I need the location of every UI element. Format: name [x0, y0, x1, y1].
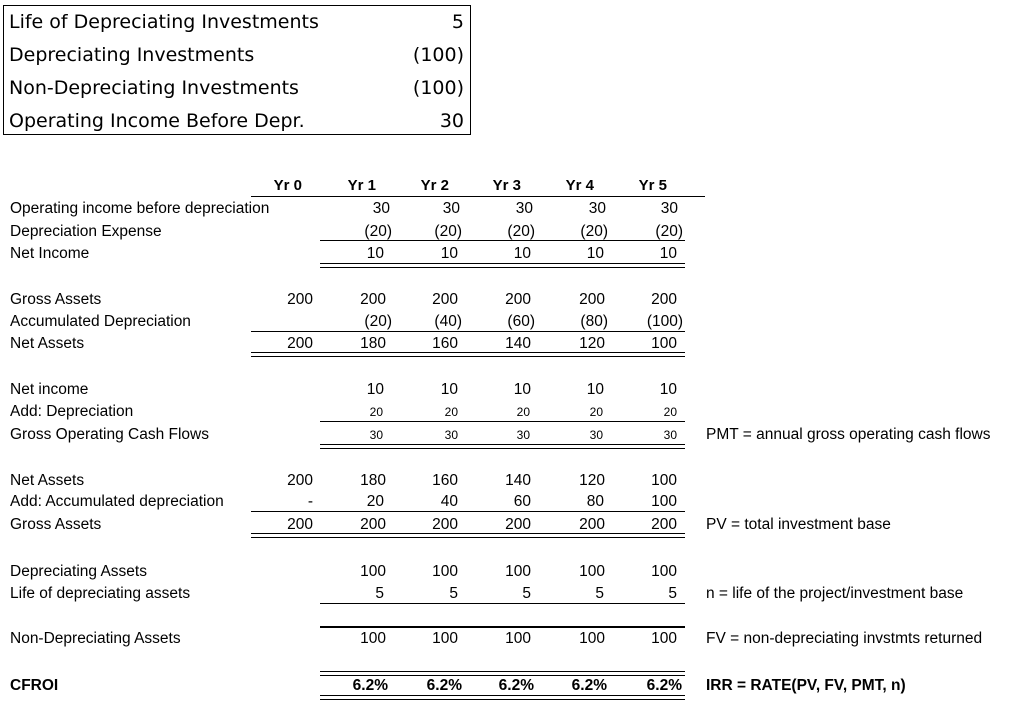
- table-cell: 200: [432, 291, 458, 308]
- table-cell: (20): [655, 223, 683, 240]
- table-cell: 100: [651, 630, 677, 647]
- assumption-label: Operating Income Before Depr.: [9, 110, 305, 132]
- table-cell: 100: [579, 630, 605, 647]
- table-cell: 5: [668, 585, 677, 602]
- table-cell: 100: [579, 563, 605, 580]
- table-cell: 100: [651, 493, 677, 510]
- table-cell: 60: [513, 493, 531, 510]
- assumptions-box: [3, 5, 471, 135]
- column-header: Yr 0: [273, 177, 302, 194]
- table-cell: 6.2%: [498, 677, 534, 694]
- table-cell: 160: [432, 472, 458, 489]
- row-label: Life of depreciating assets: [10, 585, 191, 602]
- total-double-rule: [320, 444, 685, 449]
- row-label: Gross Assets: [10, 291, 102, 308]
- table-cell: 10: [586, 381, 604, 398]
- table-cell: 200: [287, 291, 313, 308]
- table-cell: 200: [651, 516, 677, 533]
- row-label: Gross Assets: [10, 516, 102, 533]
- table-cell: 5: [375, 585, 384, 602]
- note-pv: PV = total investment base: [706, 516, 891, 533]
- total-double-rule: [320, 695, 685, 700]
- subtotal-rule: [320, 421, 685, 422]
- column-header: Yr 3: [492, 177, 521, 194]
- table-cell: 10: [440, 245, 458, 262]
- table-cell: 200: [651, 291, 677, 308]
- table-cell: 100: [651, 335, 677, 352]
- row-label: Net income: [10, 381, 89, 398]
- assumption-row-operating-income: [9, 107, 464, 135]
- table-cell: 200: [287, 516, 313, 533]
- assumption-label: Non-Depreciating Investments: [9, 77, 299, 99]
- table-cell: 20: [516, 405, 530, 419]
- table-cell: (20): [364, 313, 392, 330]
- table-cell: 6.2%: [646, 677, 682, 694]
- table-cell: 200: [432, 516, 458, 533]
- subtotal-rule: [320, 240, 685, 241]
- table-cell: (60): [507, 313, 535, 330]
- row-label: Accumulated Depreciation: [10, 313, 191, 330]
- assumption-value: (100): [412, 77, 464, 99]
- table-cell: 30: [589, 428, 603, 442]
- note-irr: IRR = RATE(PV, FV, PMT, n): [706, 677, 906, 694]
- table-cell: 30: [588, 200, 606, 217]
- assumption-label: Depreciating Investments: [9, 44, 255, 66]
- column-header: Yr 1: [347, 177, 376, 194]
- table-cell: 160: [432, 335, 458, 352]
- row-label: Gross Operating Cash Flows: [10, 426, 209, 443]
- table-cell: 140: [505, 472, 531, 489]
- row-label: Operating income before depreciation: [10, 200, 270, 217]
- table-cell: 10: [513, 245, 531, 262]
- table-cell: 200: [360, 516, 386, 533]
- table-cell: 10: [366, 245, 384, 262]
- table-cell: 200: [287, 335, 313, 352]
- table-cell: 200: [287, 472, 313, 489]
- total-double-rule: [251, 352, 685, 357]
- table-cell: 120: [579, 335, 605, 352]
- table-cell: 6.2%: [426, 677, 462, 694]
- table-cell: 6.2%: [352, 677, 388, 694]
- table-cell: (20): [507, 223, 535, 240]
- table-cell: 100: [651, 563, 677, 580]
- table-cell: 80: [586, 493, 604, 510]
- note-fv: FV = non-depreciating invstmts returned: [706, 630, 983, 647]
- table-cell: 20: [589, 405, 603, 419]
- table-cell: 30: [660, 200, 678, 217]
- table-cell: 100: [360, 563, 386, 580]
- table-cell: (20): [580, 223, 608, 240]
- table-cell: 180: [360, 472, 386, 489]
- table-cell: 100: [651, 472, 677, 489]
- column-header: Yr 2: [420, 177, 449, 194]
- table-cell: 5: [522, 585, 531, 602]
- table-cell: 30: [442, 200, 460, 217]
- table-cell: 180: [360, 335, 386, 352]
- table-cell: 100: [360, 630, 386, 647]
- table-cell: 5: [595, 585, 604, 602]
- assumption-value: (100): [412, 44, 464, 66]
- table-cell: (40): [434, 313, 462, 330]
- table-cell: 10: [659, 381, 677, 398]
- row-label: Net Assets: [10, 472, 85, 489]
- row-label: CFROI: [10, 677, 59, 694]
- table-cell: 20: [369, 405, 383, 419]
- column-header: Yr 4: [565, 177, 594, 194]
- table-cell: 5: [449, 585, 458, 602]
- row-label: Depreciating Assets: [10, 563, 147, 580]
- assumption-row-life: [9, 8, 464, 36]
- assumption-value: 5: [451, 11, 464, 33]
- subtotal-rule: [251, 511, 685, 512]
- table-cell: 10: [659, 245, 677, 262]
- row-label: Add: Accumulated depreciation: [10, 493, 224, 510]
- assumption-label: Life of Depreciating Investments: [9, 11, 319, 33]
- table-cell: 120: [579, 472, 605, 489]
- table-cell: 6.2%: [571, 677, 607, 694]
- column-header: Yr 5: [638, 177, 667, 194]
- table-cell: 20: [663, 405, 677, 419]
- table-cell: 30: [372, 200, 390, 217]
- table-cell: 30: [515, 200, 533, 217]
- table-cell: 10: [440, 381, 458, 398]
- note-pmt: PMT = annual gross operating cash flows: [706, 426, 991, 443]
- table-cell: 100: [505, 630, 531, 647]
- table-cell: 30: [663, 428, 677, 442]
- table-cell: 20: [366, 493, 384, 510]
- row-label: Net Assets: [10, 335, 85, 352]
- table-cell: 100: [505, 563, 531, 580]
- table-cell: 200: [505, 516, 531, 533]
- table-cell: 40: [440, 493, 458, 510]
- assumption-row-non-depreciating: [9, 74, 464, 102]
- note-n: n = life of the project/investment base: [706, 585, 964, 602]
- table-cell: 140: [505, 335, 531, 352]
- table-cell: (20): [434, 223, 462, 240]
- table-cell: 100: [432, 630, 458, 647]
- table-cell: 30: [369, 428, 383, 442]
- row-label: Add: Depreciation: [10, 403, 134, 420]
- table-cell: 10: [513, 381, 531, 398]
- subtotal-rule: [320, 603, 685, 604]
- row-label: Non-Depreciating Assets: [10, 630, 181, 647]
- assumption-row-depreciating: [9, 41, 464, 69]
- total-double-rule: [251, 533, 685, 538]
- table-cell: 20: [444, 405, 458, 419]
- table-cell: (20): [364, 223, 392, 240]
- table-cell: -: [307, 493, 313, 510]
- table-cell: 30: [516, 428, 530, 442]
- header-rule: [251, 196, 705, 197]
- table-cell: 100: [432, 563, 458, 580]
- total-double-rule: [320, 263, 685, 268]
- section-rule: [320, 626, 685, 628]
- table-cell: (80): [580, 313, 608, 330]
- table-cell: 200: [579, 291, 605, 308]
- table-cell: 10: [586, 245, 604, 262]
- table-cell: 200: [505, 291, 531, 308]
- table-cell: 200: [579, 516, 605, 533]
- table-cell: 200: [360, 291, 386, 308]
- row-label: Depreciation Expense: [10, 223, 162, 240]
- table-cell: 10: [366, 381, 384, 398]
- row-label: Net Income: [10, 245, 90, 262]
- table-cell: 30: [444, 428, 458, 442]
- assumption-value: 30: [439, 110, 464, 132]
- subtotal-rule: [251, 331, 685, 332]
- table-cell: (100): [646, 313, 683, 330]
